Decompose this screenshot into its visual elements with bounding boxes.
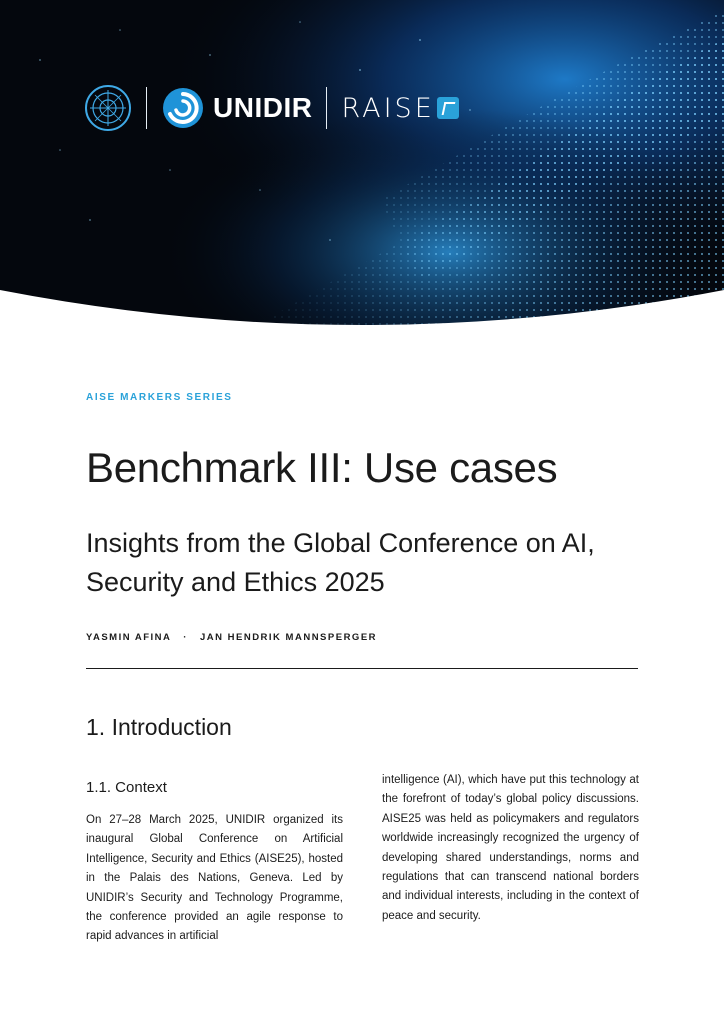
- title-divider: [86, 668, 638, 669]
- section-heading: 1. Introduction: [86, 714, 232, 740]
- hero-background: [0, 0, 724, 360]
- logo-divider: [326, 87, 327, 129]
- raise-badge-icon: [437, 97, 459, 119]
- unidir-logo-icon: [161, 86, 205, 130]
- un-emblem-icon: [84, 84, 132, 132]
- author-line: [86, 632, 377, 643]
- author-name: JAN HENDRIK MANNSPERGER: [200, 632, 378, 643]
- document-title: Benchmark III: Use cases: [86, 444, 558, 491]
- document-subtitle: Insights from the Global Conference on AI, Security and Ethics 2025: [86, 528, 595, 597]
- body-column-left: On 27–28 March 2025, UNIDIR organized its inaugural Global Conference on Artificial Intelligence, Security and Ethics (AISE25), hosted in the Palais des Nations, Geneva. Led by UNIDIR’s Security and Technology Programme, the conference provided an agile response to rapid advances in artificial: [86, 814, 343, 943]
- author-name: YASMIN AFINA: [86, 632, 172, 643]
- raise-wordmark: [341, 93, 458, 124]
- cover-hero-banner: [0, 0, 724, 360]
- raise-wordmark-text: RAISE: [341, 92, 435, 124]
- unidir-wordmark: UNIDIR: [213, 92, 313, 123]
- subsection-heading: 1.1. Context: [86, 779, 167, 796]
- author-separator: ·: [183, 632, 188, 643]
- body-column-right: intelligence (AI), which have put this technology at the forefront of today’s global policy discussions. AISE25 was held as policymakers and regulators worldwide increasingly recognized the urgency of developing shared understandings, norms and regulations that can transcend national borders and individual interests, including in the context of peace and security.: [382, 774, 639, 922]
- logo-row: [84, 84, 459, 132]
- logo-divider: [146, 87, 147, 129]
- series-label: AISE MARKERS SERIES: [86, 392, 233, 403]
